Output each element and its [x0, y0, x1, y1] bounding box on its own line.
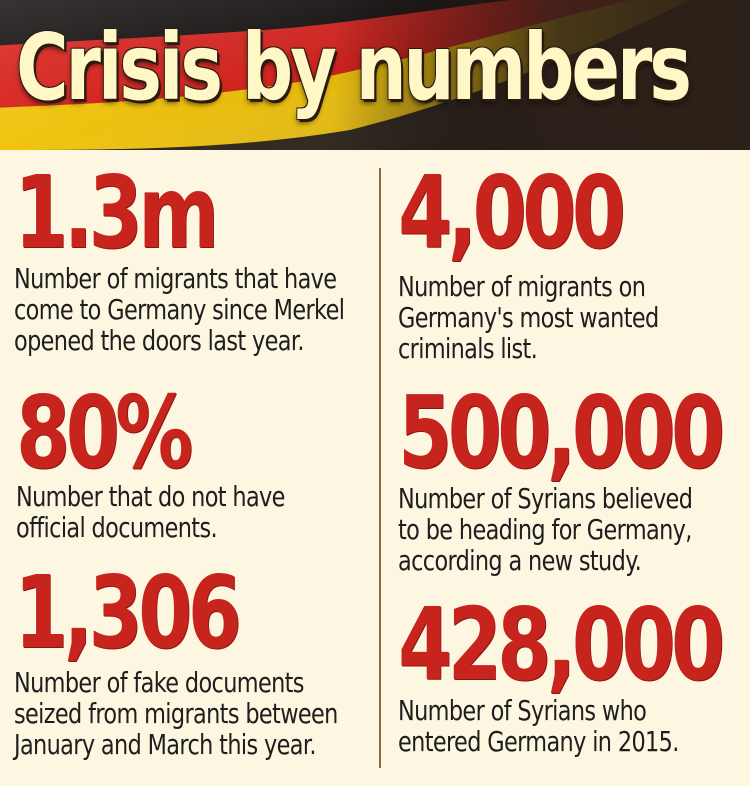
- stat-description: Number of fake documents seized from migrants between January and March this year.: [14, 666, 338, 761]
- stat-description: Number of migrants that have come to Germany since Merkel opened the doors last year.: [14, 262, 345, 357]
- stat-fake-documents: [14, 554, 374, 761]
- header-banner: [0, 0, 750, 150]
- page-title: Crisis by numbers: [16, 14, 689, 121]
- column-divider: [379, 168, 381, 768]
- stat-migrants-total: [14, 154, 374, 357]
- stat-number: 4,000: [398, 154, 622, 271]
- stat-number: 500,000: [398, 374, 721, 491]
- stat-syrians-entered: [398, 586, 750, 758]
- stat-description: Number of Syrians who entered Germany in 2015.: [398, 694, 679, 758]
- stat-number: 428,000: [398, 586, 721, 703]
- stat-syrians-heading: [398, 374, 750, 577]
- stat-description: Number of migrants on Germany's most wanted criminals list.: [398, 270, 659, 365]
- stat-number: 1,306: [14, 554, 238, 671]
- stat-most-wanted: [398, 154, 750, 365]
- stat-no-documents: [16, 374, 376, 544]
- stat-number: 1.3m: [14, 154, 215, 271]
- stat-description: Number that do not have official documents.: [16, 480, 285, 544]
- stat-number: 80%: [16, 374, 189, 491]
- stat-description: Number of Syrians believed to be heading for Germany, according a new study.: [398, 482, 693, 577]
